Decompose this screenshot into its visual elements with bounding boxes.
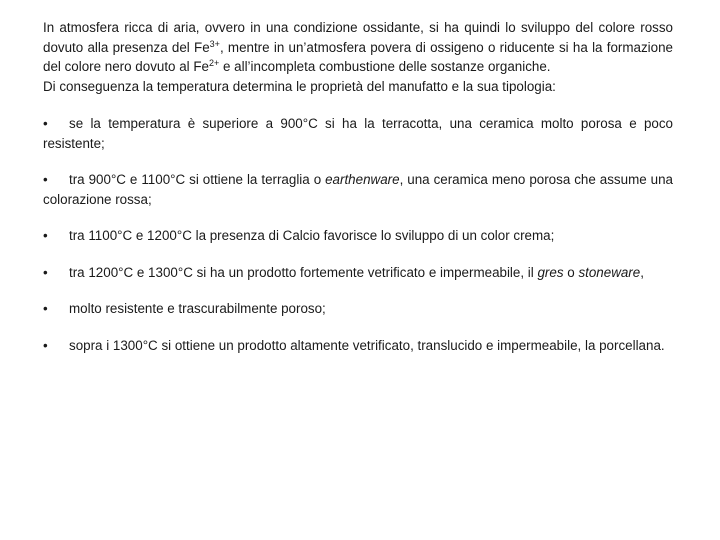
list-item-text: se la temperatura è superiore a 900°C si ha la terracotta, una ceramica molto porosa e poco resistente; xyxy=(43,116,673,151)
list-item-text: , una ceramica meno porosa che assume una colorazione rossa; xyxy=(43,172,673,207)
list-item xyxy=(43,299,673,319)
list-item xyxy=(43,336,673,356)
list-item-text: , xyxy=(640,264,644,280)
intro-text xyxy=(43,18,673,77)
list-item-text: sopra i 1300°C si ottiene un prodotto altamente vetrificato, translucido e impermeabile, la porcellana. xyxy=(69,337,665,353)
temperature-list xyxy=(43,114,673,355)
intro-text-part: e all’incompleta combustione delle sostanze organiche. xyxy=(219,59,551,74)
bullet-icon: • xyxy=(43,301,48,316)
list-item-text: o xyxy=(563,264,579,280)
list-item xyxy=(43,263,673,283)
superscript-charge: 3+ xyxy=(209,38,220,49)
list-item xyxy=(43,226,673,246)
list-item-text: tra 900°C e 1100°C si ottiene la terraglia o xyxy=(69,172,326,187)
document-page xyxy=(43,18,673,372)
bullet-icon: • xyxy=(43,264,48,280)
list-item-text: tra 1100°C e 1200°C la presenza di Calcio favorisce lo sviluppo di un color crema; xyxy=(69,228,555,243)
bullet-icon: • xyxy=(43,337,48,353)
list-item-term: earthenware xyxy=(325,172,400,187)
superscript-charge: 2+ xyxy=(209,58,220,68)
intro-paragraph xyxy=(43,18,673,96)
list-item-term: gres xyxy=(537,264,564,280)
bullet-icon: • xyxy=(43,116,48,131)
bullet-icon: • xyxy=(43,228,48,243)
intro-conclusion: Di conseguenza la temperatura determina le proprietà del manufatto e la sua tipologia: xyxy=(43,78,556,94)
list-item-text: molto resistente e trascurabilmente poroso; xyxy=(69,301,326,316)
list-item-text: tra 1200°C e 1300°C si ha un prodotto fortemente vetrificato e impermeabile, il xyxy=(69,264,538,280)
intro-text-part: In atmosfera ricca di aria, ovvero in una condizione ossidante, si ha quindi lo sviluppo del colore rosso dovuto alla presenza del Fe xyxy=(43,20,673,55)
list-item-term: stoneware xyxy=(578,264,641,280)
list-item xyxy=(43,170,673,209)
intro-text-part: , mentre in un’atmosfera povera di ossigeno o riducente si ha la formazione del colore nero dovuto al Fe xyxy=(43,39,673,74)
bullet-icon: • xyxy=(43,172,48,187)
list-item xyxy=(43,114,673,153)
